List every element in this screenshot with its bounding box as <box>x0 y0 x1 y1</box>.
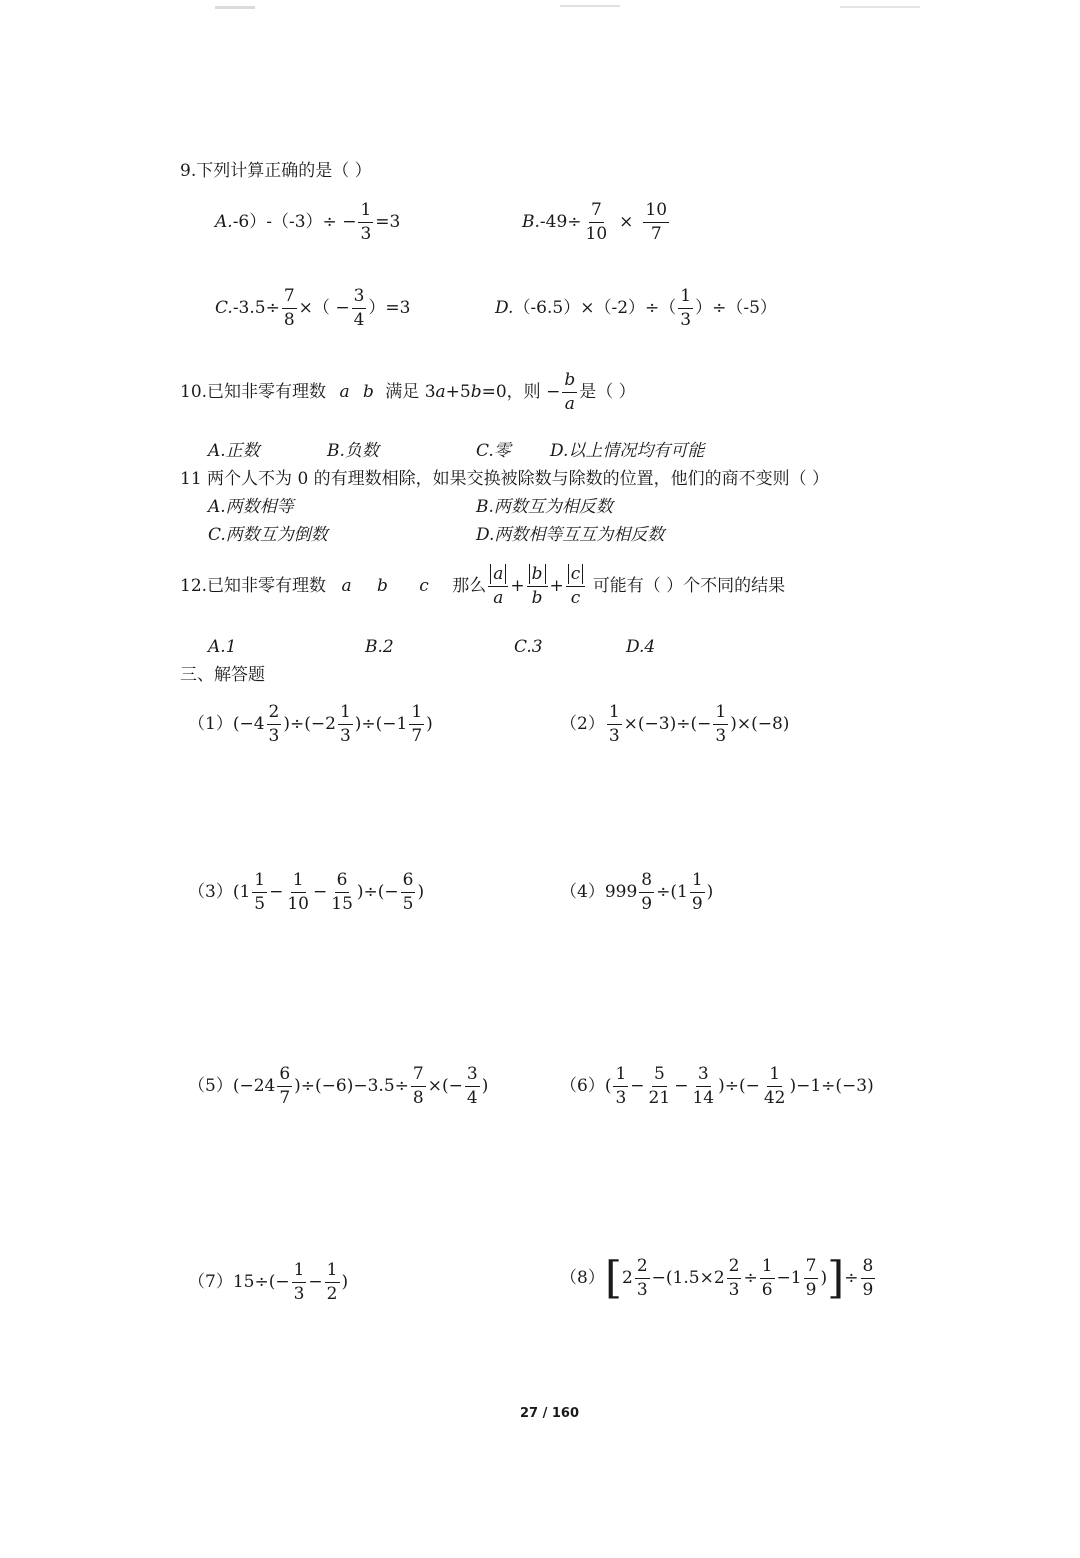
problem-label: （8） <box>560 1268 605 1288</box>
fraction-denominator: 3 <box>608 726 620 746</box>
stem-text: 满足 3 <box>385 382 436 402</box>
expr-text: ×(− <box>427 1076 463 1096</box>
variable-a: a <box>339 382 350 402</box>
fraction-denominator: 3 <box>268 726 280 746</box>
expr-text: − <box>269 882 284 902</box>
left-bracket: [ <box>604 1252 622 1304</box>
fraction-numerator: 1 <box>409 704 424 725</box>
fraction <box>527 566 548 607</box>
question-12-stem <box>180 566 785 607</box>
fraction <box>562 372 577 413</box>
expr-text: × <box>619 212 634 232</box>
fraction-numerator: 10 <box>643 202 669 223</box>
expr-text: 999 <box>604 882 638 902</box>
fraction-numerator: 7 <box>411 1066 426 1087</box>
problem-label: （3） <box>188 882 233 902</box>
fraction-numerator: 3 <box>352 288 367 309</box>
expr-text: 15÷(− <box>232 1272 290 1292</box>
q11-option-b[interactable]: B.两数互为相反数 <box>476 497 613 517</box>
option-label: B. <box>522 212 540 232</box>
option-label: C. <box>215 298 233 318</box>
variable-b: b <box>470 382 482 402</box>
expr-text: ×(−3)÷(− <box>623 714 712 734</box>
fraction-denominator: 10 <box>585 224 608 244</box>
expr-text: (−24 <box>232 1076 276 1096</box>
scan-speck <box>560 5 620 7</box>
problem-label: （1） <box>188 714 233 734</box>
problem-label: （7） <box>188 1272 233 1292</box>
stem-text: 可能有（ ）个不同的结果 <box>592 576 786 596</box>
fraction <box>690 872 705 913</box>
problem-2 <box>560 704 789 745</box>
fraction <box>285 872 311 913</box>
fraction-denominator: a <box>493 588 504 608</box>
section-3-title: 三、解答题 <box>180 665 265 685</box>
q12-option-a[interactable]: A.1 <box>208 637 237 657</box>
plus-sign: + <box>549 576 564 596</box>
fraction <box>352 288 367 329</box>
fraction-denominator: 10 <box>287 894 309 914</box>
expr-text: ) <box>706 882 714 902</box>
fraction <box>727 1258 742 1299</box>
abs-numerator: b <box>529 564 546 584</box>
fraction <box>643 202 669 243</box>
fraction-denominator: 4 <box>466 1088 478 1108</box>
fraction <box>607 704 622 745</box>
fraction-numerator: 1 <box>325 1262 340 1283</box>
expr-text: −1 <box>776 1268 802 1288</box>
q9-option-d[interactable] <box>495 288 777 329</box>
fraction <box>804 1258 819 1299</box>
fraction-denominator: 7 <box>279 1088 291 1108</box>
fraction-denominator: 5 <box>402 894 414 914</box>
fraction-numerator: 6 <box>335 872 350 893</box>
fraction-numerator: 1 <box>613 1066 628 1087</box>
expr-text: ( <box>604 1076 612 1096</box>
q11-option-d[interactable]: D.两数相等互互为相反数 <box>476 525 665 545</box>
fraction-denominator: 9 <box>862 1280 874 1300</box>
question-10-stem <box>180 372 636 413</box>
page-number: 27 / 160 <box>520 1406 580 1421</box>
fraction-numerator: 1 <box>690 872 705 893</box>
abs-numerator: c <box>568 564 584 584</box>
fraction <box>292 1262 307 1303</box>
fraction <box>762 1066 788 1107</box>
problem-8 <box>560 1252 877 1304</box>
fraction <box>267 704 282 745</box>
fraction-denominator: 7 <box>411 726 423 746</box>
fraction <box>678 288 693 329</box>
option-label: D. <box>495 298 514 318</box>
variable-a: a <box>435 382 446 402</box>
fraction <box>358 202 373 243</box>
fraction <box>411 1066 426 1107</box>
fraction-denominator: 4 <box>353 310 365 330</box>
fraction-numerator: 1 <box>338 704 353 725</box>
fraction-denominator: b <box>531 588 543 608</box>
q9-option-c[interactable] <box>215 288 410 329</box>
fraction <box>566 566 586 607</box>
fraction <box>760 1258 775 1299</box>
expr-text: （-6.5）×（-2）÷（ <box>513 298 677 318</box>
fraction-denominator: 8 <box>283 310 295 330</box>
q10-option-b[interactable]: B.负数 <box>327 441 379 461</box>
expr-text: ÷ <box>743 1268 758 1288</box>
fraction-denominator: 3 <box>293 1284 305 1304</box>
fraction-denominator: 3 <box>715 726 727 746</box>
scan-speck <box>840 6 920 8</box>
expr-text: -49÷ <box>539 212 582 232</box>
fraction <box>338 704 353 745</box>
expr-text: )÷(−2 <box>283 714 336 734</box>
fraction-numerator: 8 <box>861 1258 876 1279</box>
fraction-denominator: 5 <box>254 894 266 914</box>
fraction-denominator: 9 <box>691 894 703 914</box>
problem-3 <box>188 872 424 913</box>
problem-5 <box>188 1066 488 1107</box>
problem-6 <box>560 1066 874 1107</box>
option-label: A. <box>215 212 233 232</box>
expr-text: − <box>308 1272 323 1292</box>
stem-text: =0，则 − <box>481 382 561 402</box>
fraction-numerator: 3 <box>696 1066 711 1087</box>
fraction-denominator: 9 <box>805 1280 817 1300</box>
fraction <box>329 872 355 913</box>
expr-text: )÷(− <box>718 1076 760 1096</box>
fraction-denominator: 15 <box>331 894 353 914</box>
variable-b: b <box>363 382 374 402</box>
expr-text: − <box>674 1076 689 1096</box>
fraction-denominator: 14 <box>692 1088 715 1108</box>
fraction-numerator: 1 <box>678 288 693 309</box>
expr-text: )×(−8) <box>730 714 790 734</box>
fraction-numerator: 1 <box>607 704 622 725</box>
expr-text: − <box>630 1076 645 1096</box>
problem-1 <box>188 704 433 745</box>
problem-label: （2） <box>560 714 605 734</box>
fraction-numerator: 5 <box>652 1066 667 1087</box>
variable-a: a <box>341 576 352 596</box>
fraction-denominator: 3 <box>615 1088 627 1108</box>
q10-option-c[interactable]: C.零 <box>476 441 511 461</box>
fraction <box>488 566 508 607</box>
q10-option-a[interactable]: A.正数 <box>208 441 260 461</box>
fraction-denominator: 6 <box>761 1280 773 1300</box>
q11-option-c[interactable]: C.两数互为倒数 <box>208 525 328 545</box>
fraction-denominator: 3 <box>360 224 372 244</box>
fraction-denominator: 3 <box>339 726 351 746</box>
expr-text: ) <box>341 1272 349 1292</box>
fraction-numerator: 1 <box>358 202 373 223</box>
plus-sign: + <box>510 576 525 596</box>
fraction <box>252 872 267 913</box>
variable-b: b <box>377 576 388 596</box>
problem-4 <box>560 872 713 913</box>
fraction-denominator: 8 <box>412 1088 424 1108</box>
expr-text: )÷(−6)−3.5÷ <box>294 1076 409 1096</box>
fraction <box>635 1258 650 1299</box>
expr-text: −(1.5×2 <box>651 1268 725 1288</box>
fraction-numerator: 1 <box>291 872 306 893</box>
fraction <box>713 704 728 745</box>
expr-text: ）=3 <box>368 298 411 318</box>
q12-option-d[interactable]: D.4 <box>626 637 656 657</box>
fraction-denominator: c <box>570 588 581 608</box>
stem-text: 那么 <box>452 576 487 596</box>
expr-text: ×（ − <box>298 298 350 318</box>
fraction-numerator: 6 <box>401 872 416 893</box>
question-9-stem: 9.下列计算正确的是（ ） <box>180 161 372 181</box>
fraction-numerator: 7 <box>282 288 297 309</box>
problem-7 <box>188 1262 348 1303</box>
fraction-numerator: 1 <box>767 1066 782 1087</box>
expr-text: ) <box>820 1268 828 1288</box>
problem-label: （4） <box>560 882 605 902</box>
fraction-numerator: 7 <box>589 202 604 223</box>
question-11-stem: 11 两个人不为 0 的有理数相除，如果交换被除数与除数的位置，他们的商不变则（ ） <box>180 469 830 489</box>
fraction-denominator: 3 <box>680 310 692 330</box>
fraction-denominator: 3 <box>728 1280 740 1300</box>
stem-text: +5 <box>445 382 471 402</box>
fraction-numerator: 2 <box>635 1258 650 1279</box>
q9-option-b[interactable] <box>522 202 671 243</box>
fraction-numerator: 1 <box>252 872 267 893</box>
fraction-denominator: 9 <box>641 894 653 914</box>
fraction-numerator: 6 <box>277 1066 292 1087</box>
fraction <box>401 872 416 913</box>
fraction <box>465 1066 480 1107</box>
fraction-numerator: 2 <box>727 1258 742 1279</box>
expr-text: =3 <box>375 212 401 232</box>
abs-numerator: a <box>490 564 506 584</box>
expr-text: ) <box>426 714 433 734</box>
expr-text: ÷ <box>844 1268 859 1288</box>
q9-option-a[interactable] <box>215 202 400 243</box>
expr-text: (1 <box>232 882 251 902</box>
variable-c: c <box>419 576 429 596</box>
fraction <box>282 288 297 329</box>
stem-text: 12.已知非零有理数 <box>180 576 327 596</box>
fraction-denominator: 42 <box>763 1088 786 1108</box>
expr-text: ）÷（-5） <box>695 298 777 318</box>
q12-option-c[interactable]: C.3 <box>514 637 543 657</box>
fraction-numerator: 3 <box>465 1066 480 1087</box>
fraction <box>325 1262 340 1303</box>
q12-option-b[interactable]: B.2 <box>365 637 394 657</box>
q11-option-a[interactable]: A.两数相等 <box>208 497 294 517</box>
fraction <box>647 1066 673 1107</box>
stem-text: 10.已知非零有理数 <box>180 382 327 402</box>
fraction-denominator: 7 <box>650 224 662 244</box>
problem-label: （6） <box>560 1076 605 1096</box>
problem-label: （5） <box>188 1076 233 1096</box>
fraction-numerator: 1 <box>713 704 728 725</box>
expr-text: ÷(1 <box>656 882 688 902</box>
right-bracket: ] <box>827 1252 845 1304</box>
fraction-numerator: b <box>562 372 577 393</box>
fraction-numerator: 1 <box>760 1258 775 1279</box>
fraction-denominator: 21 <box>648 1088 671 1108</box>
fraction <box>409 704 424 745</box>
fraction <box>613 1066 628 1107</box>
fraction-denominator: a <box>564 394 575 414</box>
expr-text: ) <box>417 882 425 902</box>
expr-text: -6）-（-3）÷ − <box>232 212 357 232</box>
q10-option-d[interactable]: D.以上情况均有可能 <box>550 441 705 461</box>
expr-text: ) <box>481 1076 489 1096</box>
expr-text: )−1÷(−3) <box>789 1076 874 1096</box>
fraction <box>277 1066 292 1107</box>
fraction <box>861 1258 876 1299</box>
fraction <box>639 872 654 913</box>
expr-text: (−4 <box>232 714 265 734</box>
scan-speck <box>215 6 255 9</box>
expr-text: 2 <box>622 1268 633 1288</box>
expr-text: -3.5÷ <box>232 298 280 318</box>
fraction-denominator: 2 <box>326 1284 338 1304</box>
expr-text: − <box>313 882 328 902</box>
fraction-denominator: 3 <box>636 1280 648 1300</box>
expr-text: )÷(− <box>356 882 399 902</box>
fraction-numerator: 2 <box>267 704 282 725</box>
fraction-numerator: 7 <box>804 1258 819 1279</box>
stem-text: 是（ ） <box>579 382 636 402</box>
fraction <box>584 202 610 243</box>
expr-text: )÷(−1 <box>354 714 408 734</box>
fraction-numerator: 1 <box>292 1262 307 1283</box>
fraction <box>690 1066 716 1107</box>
fraction-numerator: 8 <box>639 872 654 893</box>
